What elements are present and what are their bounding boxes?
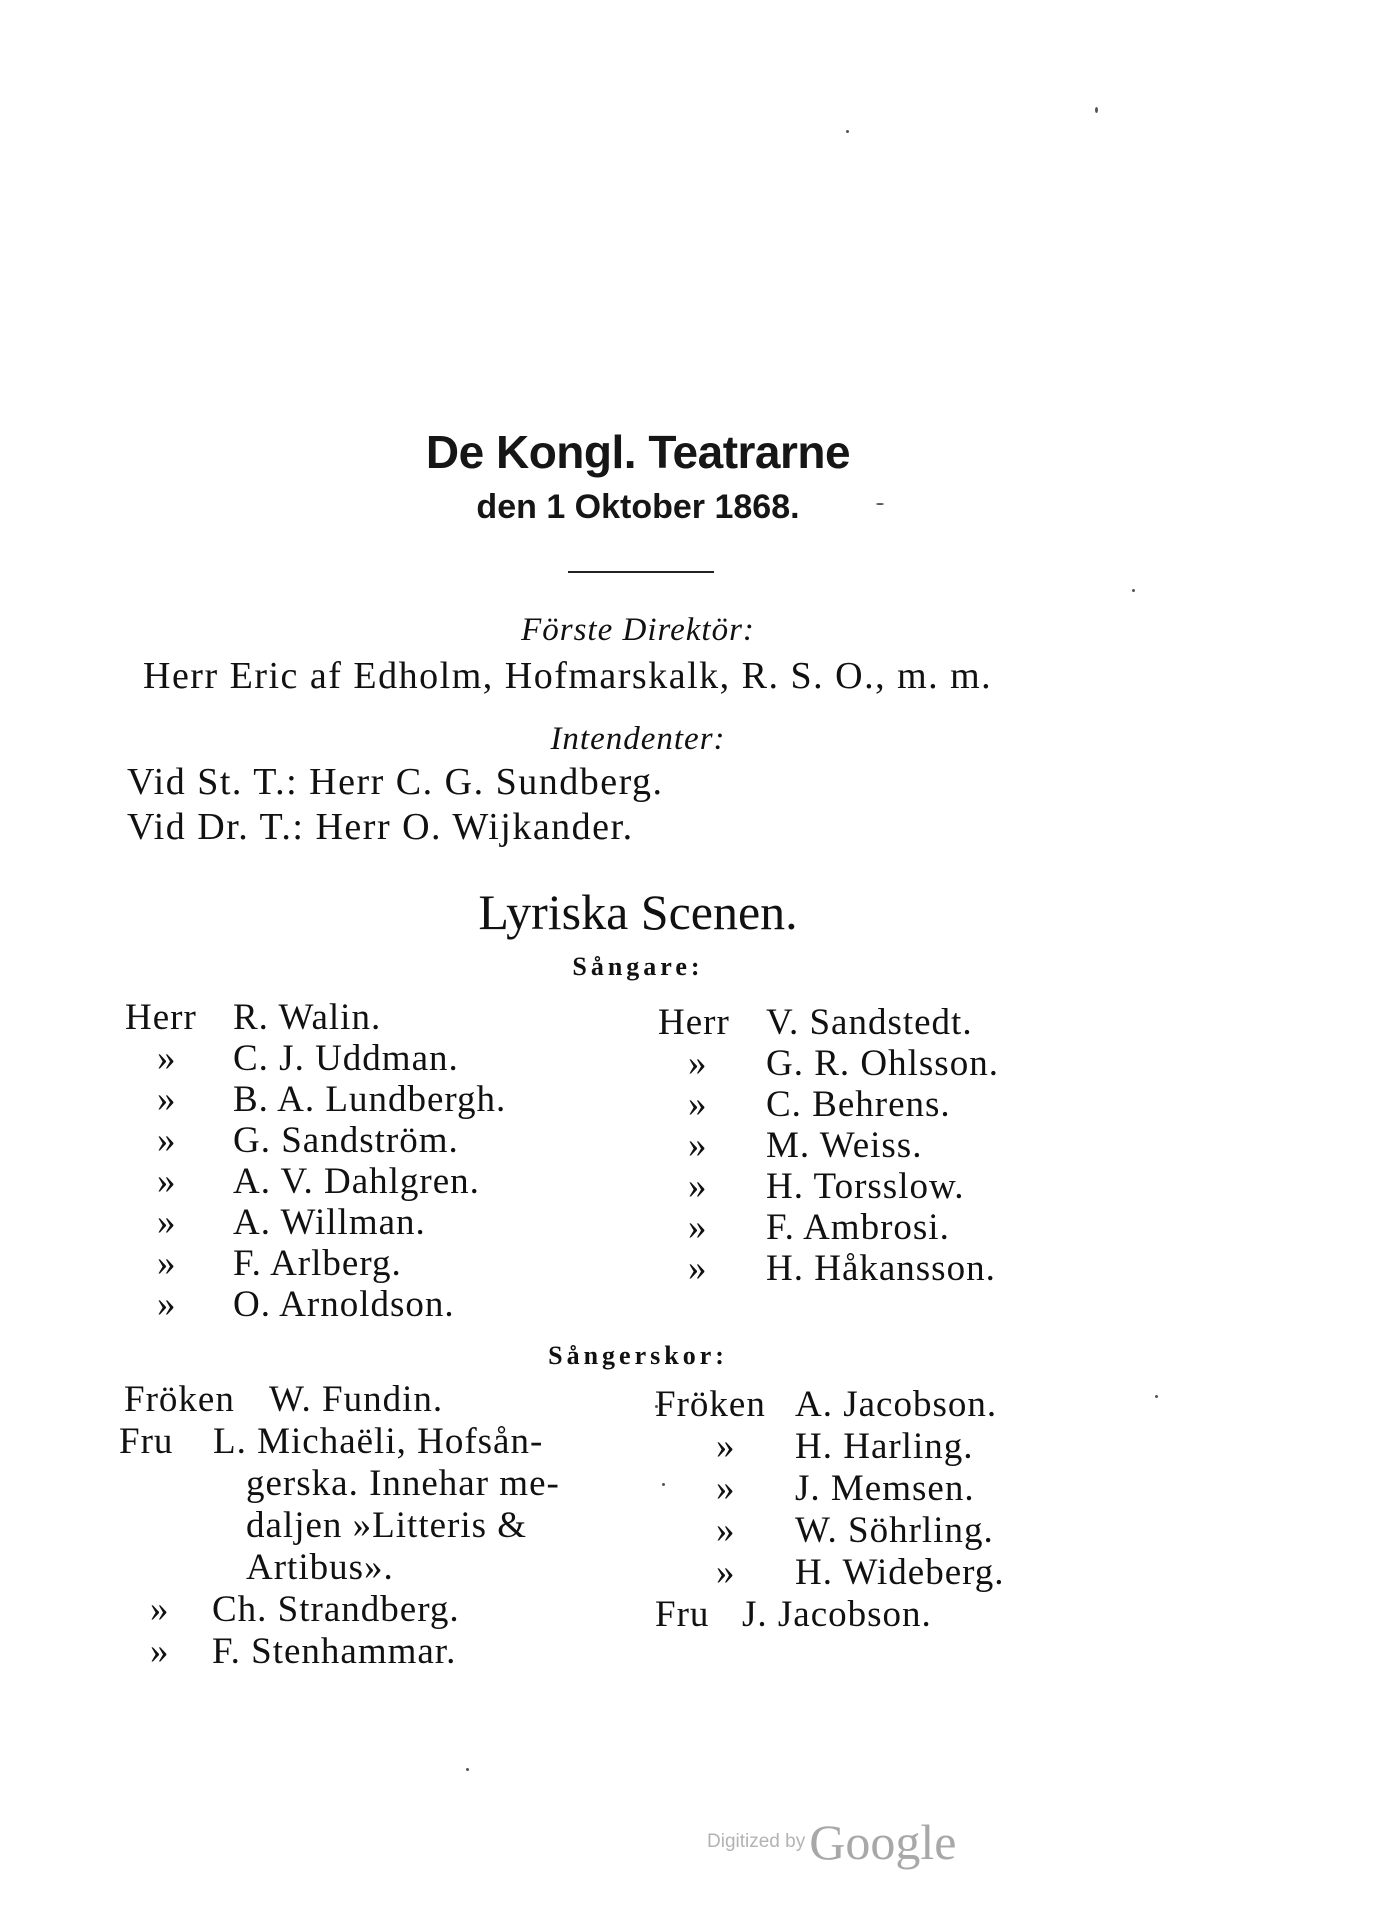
page-title: De Kongl. Teatrarne	[425, 426, 851, 478]
title-prefix: Herr	[658, 1002, 730, 1043]
title-prefix: Fru	[655, 1594, 710, 1635]
singer-name: V. Sandstedt.	[766, 1002, 973, 1043]
ditto-mark: »	[688, 1248, 708, 1289]
ditto-mark: »	[716, 1552, 736, 1593]
ditto-mark: »	[716, 1426, 736, 1467]
singer-name: A. Jacobson.	[795, 1384, 998, 1425]
singer-name: B. A. Lundbergh.	[233, 1079, 507, 1120]
director-heading: Förste Direktör:	[521, 612, 755, 648]
ditto-mark: »	[150, 1589, 170, 1630]
paper-speck	[1155, 1395, 1158, 1398]
singer-name: F. Ambrosi.	[766, 1207, 950, 1248]
singer-name: Ch. Strandberg.	[212, 1589, 460, 1630]
female-singers-heading: Sångerskor:	[548, 1341, 728, 1370]
singer-name: C. Behrens.	[766, 1084, 951, 1125]
ditto-mark: »	[688, 1125, 708, 1166]
ditto-mark: »	[688, 1207, 708, 1248]
singers-heading: Sångare:	[572, 952, 704, 981]
title-prefix: Fröken	[124, 1379, 235, 1420]
ditto-mark: »	[150, 1631, 170, 1672]
singer-name: G. Sandström.	[233, 1120, 459, 1161]
title-prefix: Herr	[125, 997, 197, 1038]
singer-name: G. R. Ohlsson.	[766, 1043, 999, 1084]
singer-name-continued: Artibus».	[246, 1547, 394, 1588]
section-title: Lyriska Scenen.	[478, 884, 798, 940]
ditto-mark: »	[157, 1120, 177, 1161]
google-logo: Google	[809, 1814, 957, 1870]
ditto-mark: »	[157, 1243, 177, 1284]
singer-name: R. Walin.	[233, 997, 382, 1038]
ditto-mark: »	[157, 1079, 177, 1120]
singer-name: M. Weiss.	[766, 1125, 923, 1166]
paper-speck	[846, 130, 849, 133]
title-prefix: Fröken	[655, 1384, 766, 1425]
singer-name: J. Memsen.	[795, 1468, 975, 1509]
singer-name: W. Fundin.	[269, 1379, 444, 1420]
ditto-mark: »	[157, 1161, 177, 1202]
singer-name: J. Jacobson.	[742, 1594, 932, 1635]
ditto-mark: »	[716, 1510, 736, 1551]
ditto-mark: »	[688, 1084, 708, 1125]
page-date: den 1 Oktober 1868.	[476, 488, 800, 526]
singer-name: A. Willman.	[233, 1202, 426, 1243]
intendant-line-1: Vid St. T.: Herr C. G. Sundberg.	[127, 761, 664, 803]
watermark-prefix: Digitized by	[707, 1831, 806, 1852]
ditto-mark: »	[157, 1202, 177, 1243]
title-rule	[568, 571, 714, 573]
ditto-mark: »	[688, 1166, 708, 1207]
title-prefix: Fru	[119, 1421, 174, 1462]
director-line: Herr Eric af Edholm, Hofmarskalk, R. S. O., m. m.	[143, 655, 993, 697]
paper-speck	[1095, 107, 1098, 113]
ditto-mark: »	[716, 1468, 736, 1509]
singer-name-continued: daljen »Litteris &	[246, 1505, 528, 1546]
singer-name: H. Wideberg.	[795, 1552, 1005, 1593]
singer-name: F. Stenhammar.	[212, 1631, 457, 1672]
ditto-mark: »	[157, 1284, 177, 1325]
singer-name: W. Söhrling.	[795, 1510, 994, 1551]
digitized-by-watermark	[707, 1813, 956, 1871]
singer-name: H. Harling.	[795, 1426, 974, 1467]
intendants-heading: Intendenter:	[550, 721, 726, 757]
singer-name: A. V. Dahlgren.	[233, 1161, 480, 1202]
paper-speck	[466, 1768, 469, 1771]
singer-name: F. Arlberg.	[233, 1243, 402, 1284]
singer-name-continued: gerska. Innehar me-	[246, 1463, 560, 1504]
paper-speck	[1132, 589, 1135, 592]
intendant-line-2: Vid Dr. T.: Herr O. Wijkander.	[127, 806, 634, 848]
singer-name: H. Torsslow.	[766, 1166, 965, 1207]
paper-speck	[662, 1483, 665, 1486]
singer-name: C. J. Uddman.	[233, 1038, 459, 1079]
singer-name: O. Arnoldson.	[233, 1284, 455, 1325]
ditto-mark: »	[157, 1038, 177, 1079]
singer-name: H. Håkansson.	[766, 1248, 996, 1289]
singer-name: L. Michaëli, Hofsån-	[213, 1421, 544, 1462]
ditto-mark: »	[688, 1043, 708, 1084]
